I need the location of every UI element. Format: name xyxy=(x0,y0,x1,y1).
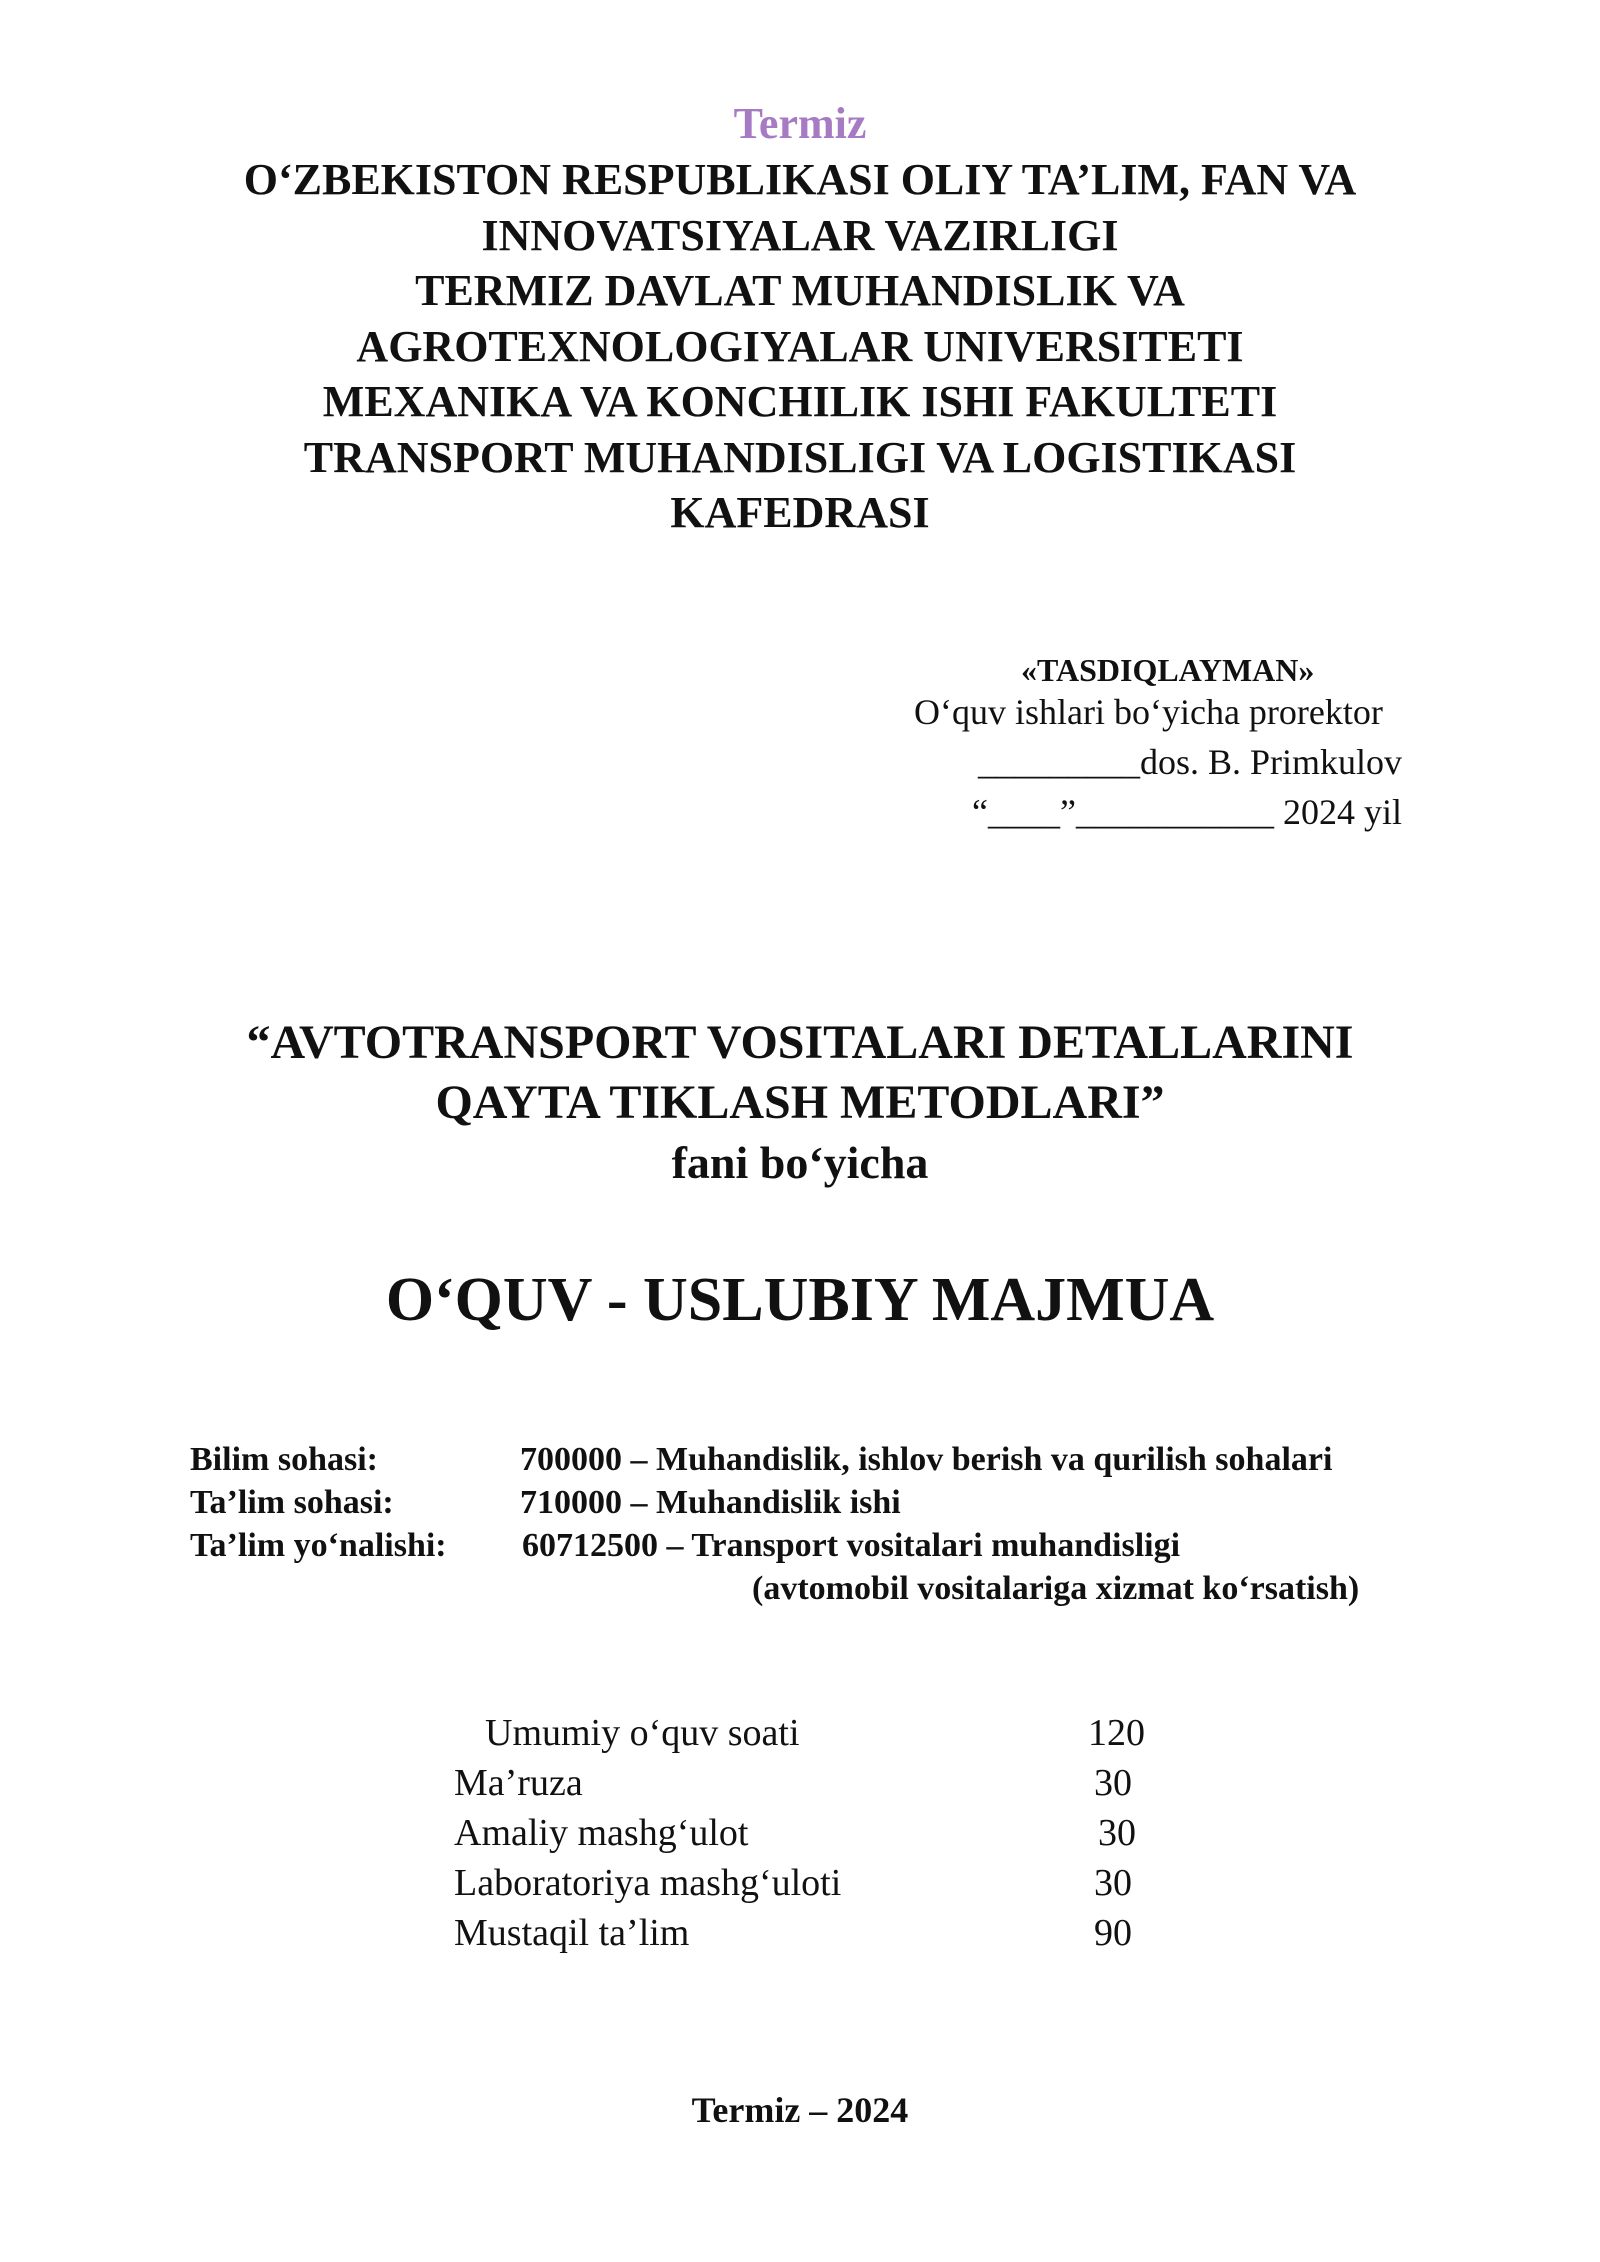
hours-value-lecture: 30 xyxy=(1094,1762,1132,1804)
header-line-department: TRANSPORT MUHANDISLIGI VA LOGISTIKASI xyxy=(303,432,1297,482)
info-label-yonalish: Ta’lim yo‘nalishi: xyxy=(190,1527,447,1564)
document-type-title: O‘QUV - USLUBIY MAJMUA xyxy=(385,1266,1215,1334)
hours-row-total xyxy=(0,1708,1600,1758)
header-line-department-cont: KAFEDRASI xyxy=(670,488,930,537)
hours-row-lab xyxy=(0,1858,1600,1908)
hours-label-practical: Amaliy mashg‘ulot xyxy=(454,1812,749,1854)
info-value-yonalish: 60712500 – Transport vositalari muhandisligi xyxy=(522,1527,1181,1564)
hours-value-lab: 30 xyxy=(1094,1862,1132,1904)
subject-title-line-1: “AVTOTRANSPORT VOSITALARI DETALLARINI xyxy=(246,1016,1354,1069)
info-value-yonalish-cont: (avtomobil vositalariga xizmat ko‘rsatish) xyxy=(752,1570,1360,1607)
subject-title-block xyxy=(0,1013,1600,1193)
header-line-faculty: MEXANIKA VA KONCHILIK ISHI FAKULTETI xyxy=(322,377,1278,426)
hours-row-lecture xyxy=(0,1758,1600,1808)
hours-label-total: Umumiy o‘quv soati xyxy=(485,1712,800,1754)
hours-label-lecture: Ma’ruza xyxy=(454,1762,583,1804)
info-value-talim: 710000 – Muhandislik ishi xyxy=(520,1484,901,1521)
hours-value-independent: 90 xyxy=(1094,1912,1132,1954)
approval-position: O‘quv ishlari bo‘yicha prorektor xyxy=(914,692,1383,732)
hours-row-practical xyxy=(0,1808,1600,1858)
hours-label-independent: Mustaqil ta’lim xyxy=(454,1912,690,1954)
header-line-ministry-cont: INNOVATSIYALAR VAZIRLIGI xyxy=(481,210,1119,260)
approval-title: «TASDIQLAYMAN» xyxy=(1021,652,1315,688)
info-label-talim: Ta’lim sohasi: xyxy=(190,1484,394,1521)
footer-place-year: Termiz – 2024 xyxy=(691,2090,909,2130)
hours-label-lab: Laboratoriya mashg‘uloti xyxy=(454,1862,842,1904)
hours-row-independent xyxy=(0,1908,1600,1958)
subject-title-line-2: QAYTA TIKLASH METODLARI” xyxy=(435,1076,1165,1129)
approval-date: “____”___________ 2024 yil xyxy=(972,792,1402,832)
hours-value-total: 120 xyxy=(1088,1712,1145,1754)
header-line-ministry: O‘ZBEKISTON RESPUBLIKASI OLIY TA’LIM, FAN VA xyxy=(243,155,1357,204)
institution-header xyxy=(0,152,1600,541)
approval-signature: _________dos. B. Primkulov xyxy=(978,742,1403,782)
info-value-bilim: 700000 – Muhandislik, ishlov berish va qurilish sohalari xyxy=(520,1441,1333,1478)
hours-value-practical: 30 xyxy=(1098,1812,1136,1854)
subject-subtitle: fani bo‘yicha xyxy=(671,1137,929,1188)
header-line-university-cont: AGROTEXNOLOGIYALAR UNIVERSITETI xyxy=(356,321,1244,371)
header-line-university: TERMIZ DAVLAT MUHANDISLIK VA xyxy=(415,266,1185,315)
info-label-bilim: Bilim sohasi: xyxy=(190,1441,378,1478)
watermark-text: Termiz xyxy=(733,99,867,148)
